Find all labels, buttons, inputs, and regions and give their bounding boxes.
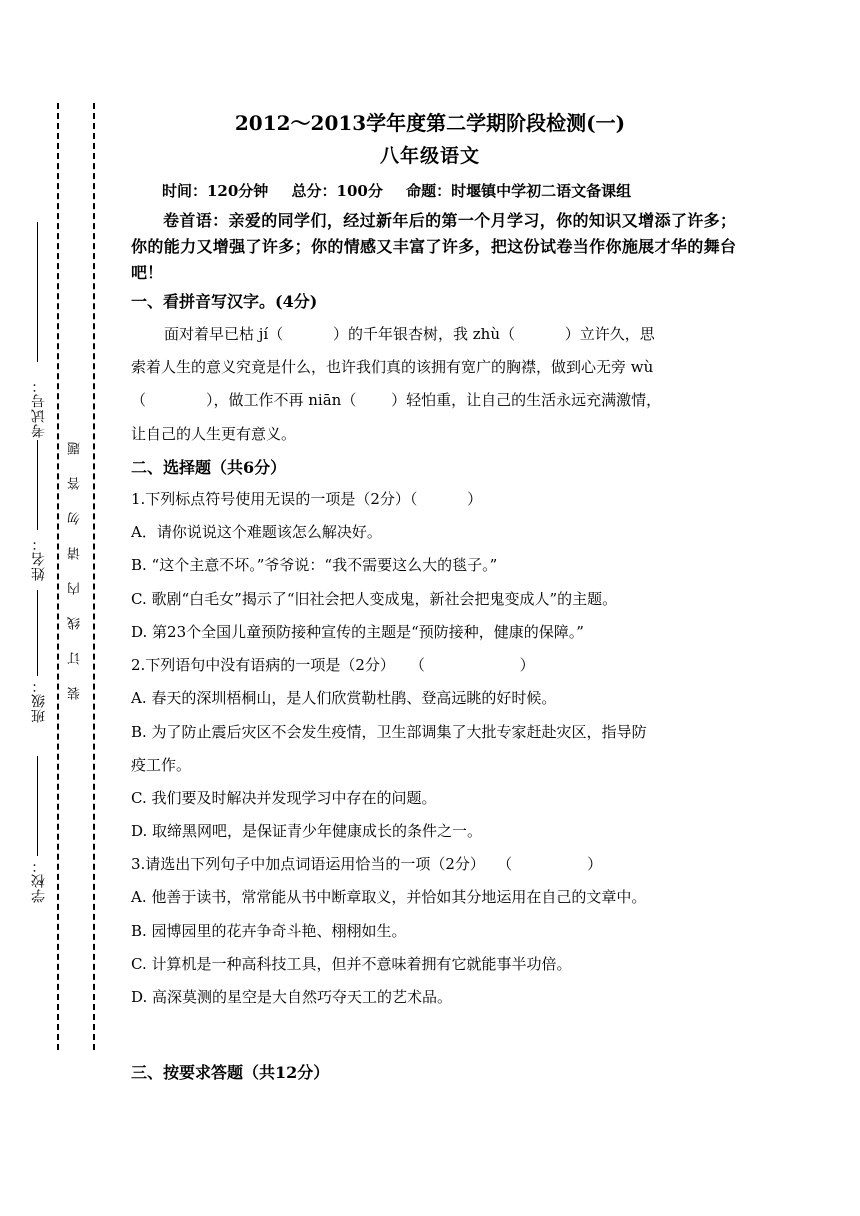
question-2-option-b: B. 为了防止震后灾区不会发生疫情，卫生部调集了大批专家赶赴灾区，指导防 bbox=[131, 723, 647, 741]
exam-title: 2012～2013学年度第二学期阶段检测(一) bbox=[234, 111, 626, 135]
exam-author: 命题：时堰镇中学初二语文备课组 bbox=[406, 182, 632, 200]
question-3-option-d: D. 高深莫测的星空是大自然巧夺天工的艺术品。 bbox=[131, 988, 453, 1006]
question-3-option-c: C. 计算机是一种高科技工具，但并不意味着拥有它就能事半功倍。 bbox=[131, 955, 572, 973]
section1-line: 面对着早已枯 jí（ ）的千年银杏树，我 zhù（ ）立许久，思 bbox=[164, 325, 655, 343]
exam-score: 总分：100分 bbox=[291, 182, 383, 200]
class-underline bbox=[37, 590, 38, 676]
question-3-option-a: A. 他善于读书，常常能从书中断章取义，并恰如其分地运用在自己的文章中。 bbox=[131, 888, 647, 906]
question-1-option-c: C. 歌剧“白毛女”揭示了“旧社会把人变成鬼，新社会把鬼变成人”的主题。 bbox=[131, 590, 618, 608]
exam-no-label: 考试号： bbox=[31, 378, 47, 438]
question-3-option-b: B. 园博园里的花卉争奇斗艳、栩栩如生。 bbox=[131, 922, 407, 940]
section1-line: 索着人生的意义究竟是什么，也许我们真的该拥有宽广的胸襟，做到心无旁 wù bbox=[131, 358, 654, 376]
question-1-stem: 1.下列标点符号使用无误的一项是（2分）（ ） bbox=[131, 490, 483, 508]
exam-intro: 卷首语：亲爱的同学们，经过新年后的第一个月学习，你的知识又增添了许多；你的能力又增强了许多；你的情感又丰富了许多，把这份试卷当作你施展才华的舞台吧！ bbox=[131, 211, 736, 282]
section1-line: （ ），做工作不再 niān（ ）轻怕重，让自己的生活永远充满激情， bbox=[131, 391, 662, 409]
question-2-stem: 2.下列语句中没有语病的一项是（2分） （ ） bbox=[131, 656, 535, 674]
name-label: 姓名： bbox=[31, 536, 47, 581]
question-1-option-d: D. 第23个全国儿童预防接种宣传的主题是“预防接种，健康的保障。” bbox=[131, 623, 584, 641]
class-label: 班级： bbox=[31, 678, 47, 723]
binding-dashed-line-outer bbox=[57, 103, 59, 1050]
question-2-option-b-cont: 疫工作。 bbox=[131, 756, 192, 774]
question-2-option-a: A. 春天的深圳梧桐山，是人们欣赏勒杜鹃、登高远眺的好时候。 bbox=[131, 689, 557, 707]
exam-meta bbox=[162, 180, 649, 201]
school-label: 学校： bbox=[31, 858, 47, 903]
seal-line-note: 装订线内请勿答题 bbox=[68, 420, 83, 700]
binding-dashed-line-inner bbox=[93, 103, 95, 1050]
school-underline bbox=[37, 756, 38, 856]
section1-heading: 一、看拼音写汉字。(4分) bbox=[131, 292, 318, 311]
section1-line: 让自己的人生更有意义。 bbox=[131, 425, 297, 443]
question-2-option-c: C. 我们要及时解决并发现学习中存在的问题。 bbox=[131, 789, 437, 807]
question-1-option-a: A．请你说说这个难题该怎么解决好。 bbox=[131, 523, 382, 541]
exam-time: 时间：120分钟 bbox=[162, 182, 269, 200]
section3-heading: 三、按要求答题（共12分） bbox=[131, 1063, 330, 1082]
question-1-option-b: B. “这个主意不坏。”爷爷说：“我不需要这么大的毯子。” bbox=[131, 556, 498, 574]
exam-subtitle: 八年级语文 bbox=[379, 145, 480, 167]
section2-heading: 二、选择题（共6分） bbox=[131, 458, 287, 477]
exam-no-underline bbox=[37, 222, 38, 362]
name-underline bbox=[37, 440, 38, 530]
question-3-stem: 3.请选出下列句子中加点词语运用恰当的一项（2分） （ ） bbox=[131, 855, 603, 873]
question-2-option-d: D. 取缔黑网吧，是保证青少年健康成长的条件之一。 bbox=[131, 822, 483, 840]
